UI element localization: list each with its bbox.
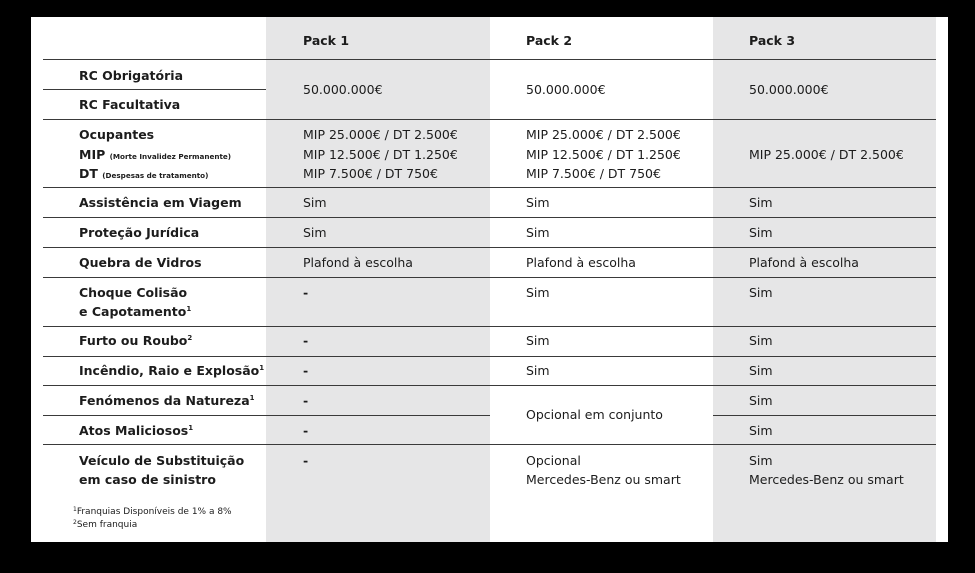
furto-pack3: Sim — [749, 333, 773, 348]
choque-pack3: Sim — [749, 285, 773, 300]
protecao-pack1: Sim — [303, 225, 327, 240]
row-divider — [43, 415, 490, 416]
veiculo-pack1: - — [303, 453, 309, 468]
fenomenos-pack1: - — [303, 393, 309, 408]
mip-desc: (Morte Invalidez Permanente) — [109, 152, 232, 161]
assistencia-pack2: Sim — [526, 195, 550, 210]
footnote — [73, 519, 137, 532]
row-label-dt — [79, 164, 208, 186]
veiculo-pack3-line2: Mercedes-Benz ou smart — [749, 472, 904, 487]
row-divider — [43, 187, 936, 188]
fenomenos-pack3: Sim — [749, 393, 773, 408]
furto-pack1: - — [303, 333, 309, 348]
veiculo-pack2-line1: Opcional — [526, 453, 581, 468]
footnote-mark: 1 — [259, 364, 265, 372]
row-label-fenomenos — [79, 391, 255, 411]
furto-pack2: Sim — [526, 333, 550, 348]
atos-pack1: - — [303, 423, 309, 438]
choque-pack1: - — [303, 285, 309, 300]
fenomenos-text: Fenómenos da Natureza — [79, 393, 250, 408]
row-divider — [43, 356, 936, 357]
row-divider — [43, 444, 936, 445]
row-divider — [43, 119, 936, 120]
row-label-rc-facultativa: RC Facultativa — [79, 97, 181, 112]
footnote-mark: 1 — [73, 506, 77, 513]
atos-text: Atos Maliciosos — [79, 423, 189, 438]
row-label-veiculo-line1: Veículo de Substituição — [79, 453, 245, 468]
dt-abbr: DT — [79, 166, 98, 181]
footnote-text: Sem franquia — [76, 520, 138, 530]
row-label-vidros: Quebra de Vidros — [79, 255, 202, 270]
row-divider — [43, 247, 936, 248]
row-label-assistencia: Assistência em Viagem — [79, 195, 242, 210]
assistencia-pack3: Sim — [749, 195, 773, 210]
header-pack2: Pack 2 — [526, 33, 573, 48]
header-pack3: Pack 3 — [749, 33, 796, 48]
footnote-mark: 1 — [186, 305, 192, 313]
row-divider — [43, 277, 936, 278]
row-divider — [43, 326, 936, 327]
footnote-mark: 2 — [73, 519, 77, 526]
right-margin — [936, 17, 948, 542]
assistencia-pack1: Sim — [303, 195, 327, 210]
incendio-pack1: - — [303, 363, 309, 378]
row-label-ocupantes: Ocupantes — [79, 127, 155, 142]
footnote — [73, 506, 232, 519]
row-label-choque-line1: Choque Colisão — [79, 285, 188, 300]
footnote-mark: 2 — [187, 334, 193, 342]
protecao-pack2: Sim — [526, 225, 550, 240]
incendio-text: Incêndio, Raio e Explosão — [79, 363, 260, 378]
row-divider — [713, 415, 936, 416]
row-label-protecao: Proteção Jurídica — [79, 225, 200, 240]
rc-value-pack2: 50.000.000€ — [526, 82, 606, 97]
row-divider — [43, 89, 266, 90]
incendio-pack2: Sim — [526, 363, 550, 378]
rc-value-pack3: 50.000.000€ — [749, 82, 829, 97]
row-label-incendio — [79, 361, 264, 381]
ocupantes-pack1-line: MIP 12.500€ / DT 1.250€ — [303, 147, 458, 162]
footnote-text: Franquias Disponíveis de 1% a 8% — [76, 507, 232, 517]
ocupantes-pack1-line: MIP 25.000€ / DT 2.500€ — [303, 127, 458, 142]
coverage-table — [31, 17, 948, 542]
atos-pack3: Sim — [749, 423, 773, 438]
header-pack1: Pack 1 — [303, 33, 350, 48]
mip-abbr: MIP — [79, 147, 106, 162]
ocupantes-pack1-line: MIP 7.500€ / DT 750€ — [303, 166, 438, 181]
dt-desc: (Despesas de tratamento) — [102, 171, 209, 180]
veiculo-pack3-line1: Sim — [749, 453, 773, 468]
furto-text: Furto ou Roubo — [79, 333, 188, 348]
row-divider — [43, 385, 936, 386]
footnote-mark: 1 — [249, 394, 255, 402]
ocupantes-pack2-line: MIP 12.500€ / DT 1.250€ — [526, 147, 681, 162]
row-divider — [43, 59, 936, 60]
ocupantes-pack3-line: MIP 25.000€ / DT 2.500€ — [749, 147, 904, 162]
ocupantes-pack2-line: MIP 25.000€ / DT 2.500€ — [526, 127, 681, 142]
ocupantes-pack2-line: MIP 7.500€ / DT 750€ — [526, 166, 661, 181]
row-label-choque-line2 — [79, 302, 191, 322]
protecao-pack3: Sim — [749, 225, 773, 240]
choque-line2-text: e Capotamento — [79, 304, 187, 319]
rc-value-pack1: 50.000.000€ — [303, 82, 383, 97]
incendio-pack3: Sim — [749, 363, 773, 378]
row-divider — [43, 217, 936, 218]
row-label-rc-obrigatoria: RC Obrigatória — [79, 68, 184, 83]
conjunto-pack2: Opcional em conjunto — [526, 407, 663, 422]
footnote-mark: 1 — [188, 424, 194, 432]
vidros-pack1: Plafond à escolha — [303, 255, 413, 270]
choque-pack2: Sim — [526, 285, 550, 300]
vidros-pack3: Plafond à escolha — [749, 255, 859, 270]
veiculo-pack2-line2: Mercedes-Benz ou smart — [526, 472, 681, 487]
vidros-pack2: Plafond à escolha — [526, 255, 636, 270]
row-label-atos — [79, 421, 193, 441]
row-label-veiculo-line2: em caso de sinistro — [79, 472, 216, 487]
row-label-furto — [79, 331, 192, 351]
